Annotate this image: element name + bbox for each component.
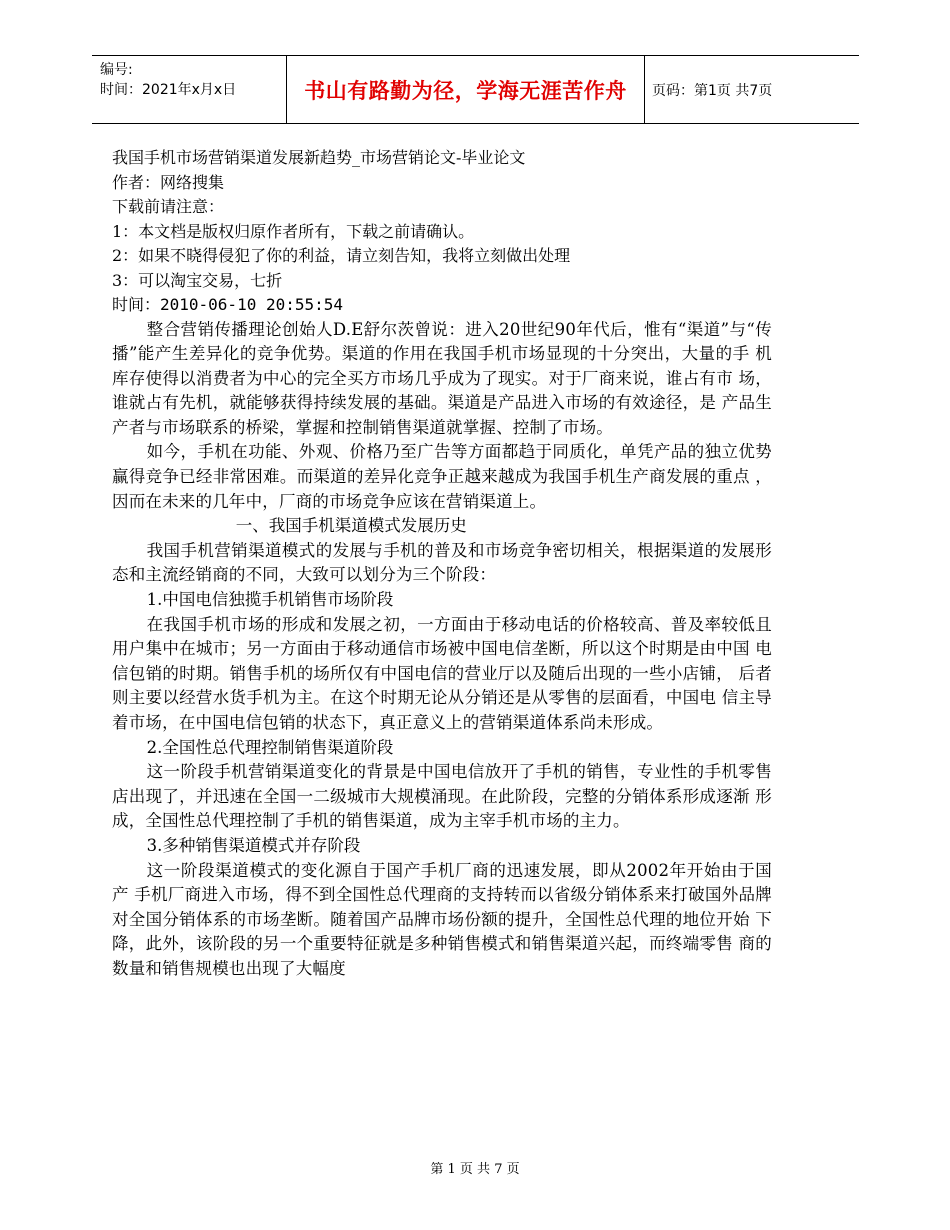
paragraph-1: 整合营销传播理论创始人D.E舒尔茨曾说：进入20世纪90年代后，惟有“渠道”与“传 播”能产生差异化的竞争优势。渠道的作用在我国手机市场显现的十分突出，大量的手 机库存使得以消费者为中心的完全买方市场几乎成为了现实。对于厂商来说，谁占有市 场，谁就占有先机，就能够获得持续发展的基础。渠道是产品进入市场的有效途径，是 产品生产者与市场联系的桥梁，掌握和控制销售渠道就掌握、控制了市场。 <box>112 319 772 437</box>
page-header <box>92 55 859 124</box>
header-motto: 书山有路勤为径，学海无涯苦作舟 <box>304 78 627 103</box>
notice-item-3: 3：可以淘宝交易，七折 <box>112 270 283 290</box>
article-title: 我国手机市场营销渠道发展新趋势_市场营销论文-毕业论文 <box>112 148 526 167</box>
document-body <box>112 146 772 982</box>
header-meta <box>100 60 286 118</box>
paragraph-6: 这一阶段渠道模式的变化源自于国产手机厂商的迅速发展，即从2002年开始由于国产 手机厂商进入市场，得不到全国性总代理商的支持转而以省级分销体系来打破国外品牌 对全国分销体系的市场垄断。随着国产品牌市场份额的提升，全国性总代理的地位开始 下降，此外，该阶段的另一个重要特征就是多种销售模式和销售渠道兴起，而终端零售 商的数量和销售规模也出现了大幅度 <box>112 860 772 978</box>
notice-item-2: 2：如果不晓得侵犯了你的利益，请立刻告知，我将立刻做出处理 <box>112 246 571 265</box>
header-motto-cell <box>286 56 645 123</box>
header-page-info: 页码：第1页 共7页 <box>652 82 773 99</box>
page-footer: 第 1 页 共 7 页 <box>430 1162 520 1177</box>
header-time-label: 时间：2021年x月x日 <box>100 82 237 98</box>
subheading-1: 1.中国电信独揽手机销售市场阶段 <box>146 590 394 610</box>
paragraph-4: 在我国手机市场的形成和发展之初，一方面由于移动电话的价格较高、普及率较低且 用户集中在城市；另一方面由于移动通信市场被中国电信垄断，所以这个时期是由中国 电信包销的时期。销售手机的场所仅有中国电信的营业厅以及随后出现的一些小店铺， 后者则主要以经营水货手机为主。在这个时期无论从分销还是从零售的层面看，中国电 信主导着市场，在中国电信包销的状态下，真正意义上的营销渠道体系尚未形成。 <box>112 614 772 732</box>
paragraph-3: 我国手机营销渠道模式的发展与手机的普及和市场竞争密切相关，根据渠道的发展形 态和主流经销商的不同，大致可以划分为三个阶段： <box>112 540 772 585</box>
notice-item-1: 1：本文档是版权归原作者所有，下载之前请确认。 <box>112 221 475 241</box>
paragraph-2: 如今，手机在功能、外观、价格乃至广告等方面都趋于同质化，单凭产品的独立优势 赢得竞争已经非常困难。而渠道的差异化竞争正越来越成为我国手机生产商发展的重点 ，因而在未来的几年中，厂商的市场竞争应该在营销渠道上。 <box>112 442 772 511</box>
section-heading-1: 一、我国手机渠道模式发展历史 <box>235 516 467 536</box>
article-time: 时间：2010-06-10 20:55:54 <box>112 295 344 314</box>
header-number-label: 编号: <box>100 62 133 78</box>
subheading-3: 3.多种销售渠道模式并存阶段 <box>146 835 361 855</box>
paragraph-5: 这一阶段手机营销渠道变化的背景是中国电信放开了手机的销售，专业性的手机零售 店出现了，并迅速在全国一二级城市大规模涌现。在此阶段，完整的分销体系形成逐渐 形成，全国性总代理控制了手机的销售渠道，成为主宰手机市场的主力。 <box>112 762 772 831</box>
article-author: 作者：网络搜集 <box>112 172 225 192</box>
subheading-2: 2.全国性总代理控制销售渠道阶段 <box>146 737 394 757</box>
notice-heading: 下载前请注意： <box>112 197 225 216</box>
